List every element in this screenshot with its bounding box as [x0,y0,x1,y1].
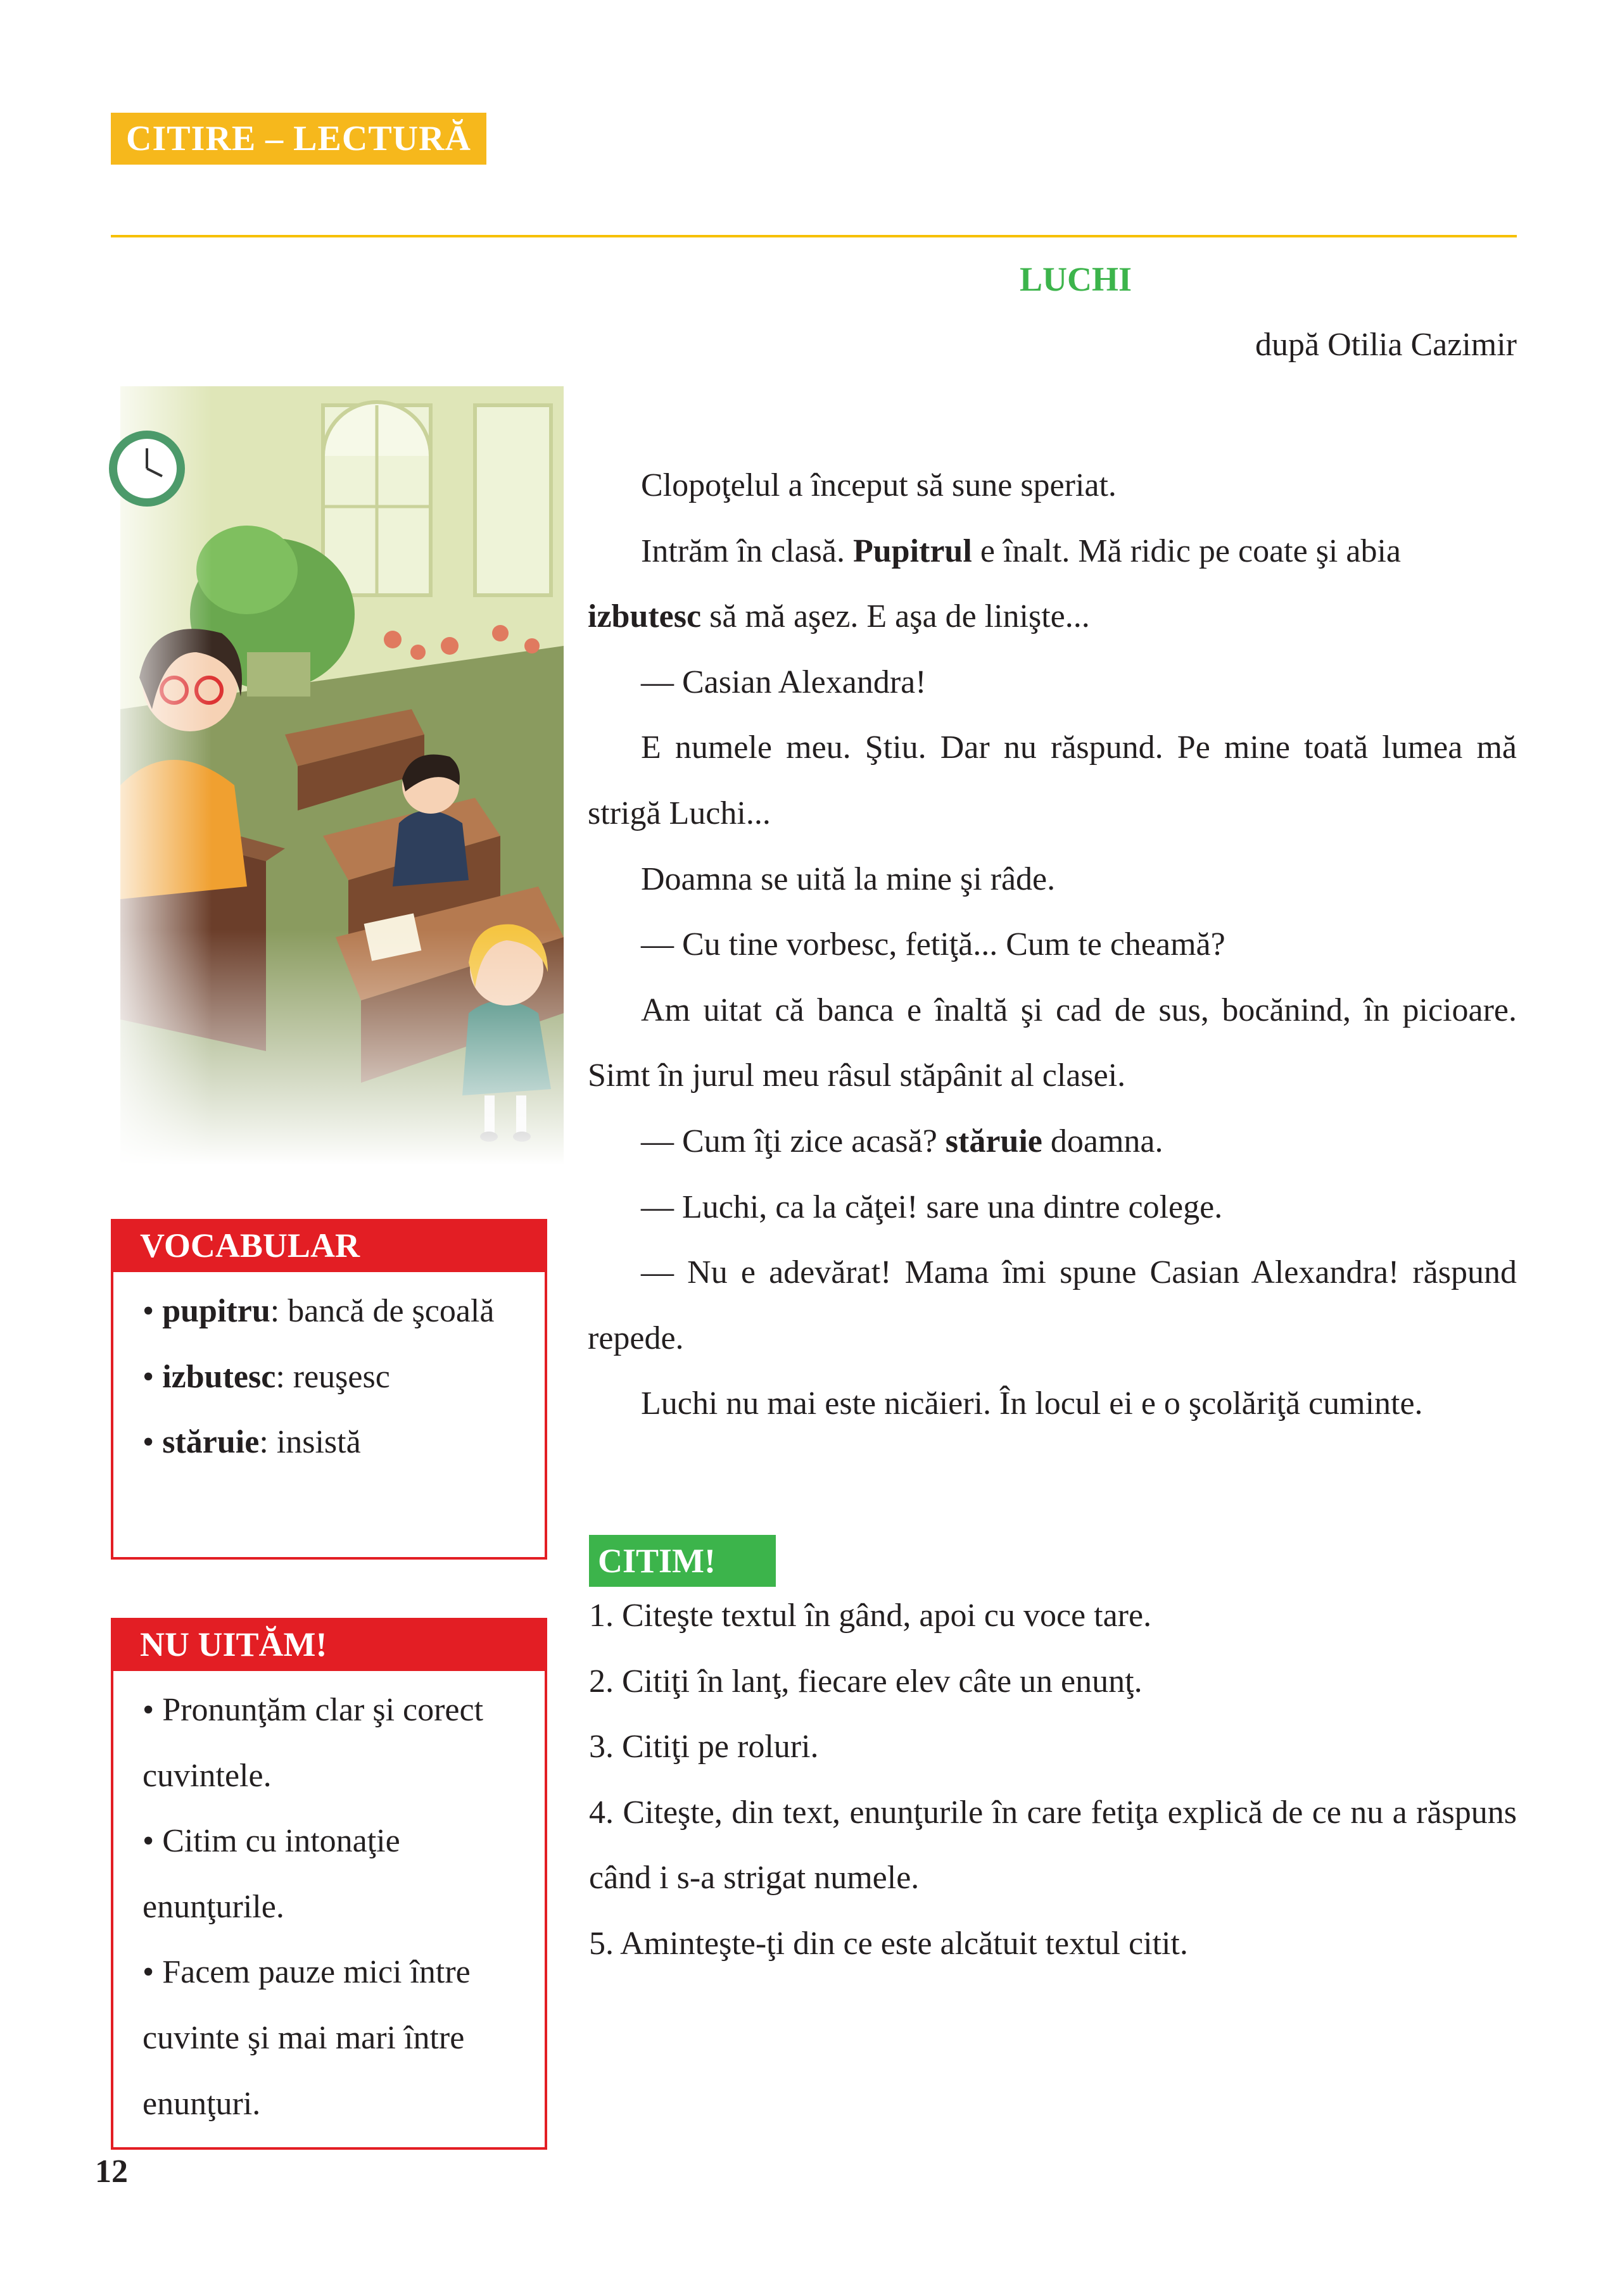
remember-heading: NU UITĂM! [111,1618,547,1671]
story-author: după Otilia Cazimir [1255,327,1517,363]
story-paragraph: Am uitat că banca e înaltă şi cad de sus, bocănind, în picioare. Simt în jurul meu râsul stăpânit al clasei. [588,992,1517,1094]
story-paragraph: — Cum îţi zice acasă? stăruie doamna. [641,1123,1163,1159]
vocabulary-item: • izbutesc: reuşesc [142,1358,390,1395]
story-text [588,453,1517,1437]
header-divider [111,235,1517,237]
story-paragraph: izbutesc să mă aşez. E aşa de linişte... [588,598,1090,635]
story-title: LUCHI [1020,260,1132,298]
story-paragraph: — Luchi, ca la căţei! sare una dintre colege. [641,1189,1223,1225]
clock-icon [109,431,185,507]
exercise-item: 2. Citiţi în lanţ, fiecare elev câte un enunţ. [589,1663,1143,1700]
story-paragraph: E numele meu. Ştiu. Dar nu răspund. Pe mine toată lumea mă strigă Luchi... [588,729,1517,831]
classroom-illustration [95,380,564,1165]
exercise-item: 5. Aminteşte-ţi din ce este alcătuit textul citit. [589,1925,1188,1962]
exercise-item: 4. Citeşte, din text, enunţurile în care fetiţa explică de ce nu a răspuns când i s-a strigat numele. [589,1794,1517,1896]
story-paragraph: Clopoţelul a început să sune speriat. [641,467,1117,503]
story-paragraph: — Nu e adevărat! Mama îmi spune Casian Alexandra! răspund repede. [588,1254,1517,1356]
exercises-heading: CITIM! [589,1535,776,1587]
exercise-list [589,1583,1517,1977]
remember-item: • Facem pauze mici între cuvinte şi mai mari între enunţuri. [142,1954,471,2122]
vocabulary-item: • stăruie: insistă [142,1424,361,1461]
exercise-item: 3. Citiţi pe roluri. [589,1729,819,1765]
vocabulary-box [111,1219,547,1560]
page-number: 12 [95,2154,128,2190]
section-tag: CITIRE – LECTURĂ [111,113,486,165]
vocabulary-item: • pupitru: bancă de şcoală [142,1293,495,1329]
remember-item: • Pronunţăm clar şi corect cuvintele. [142,1692,484,1794]
story-paragraph: Intrăm în clasă. Pupitrul e înalt. Mă ridic pe coate şi abia [641,533,1401,569]
story-paragraph: — Cu tine vorbesc, fetiţă... Cum te cheamă? [641,926,1225,963]
exercise-item: 1. Citeşte textul în gând, apoi cu voce tare. [589,1598,1152,1634]
vocabulary-heading: VOCABULAR [111,1219,547,1272]
story-paragraph: — Casian Alexandra! [641,664,927,700]
story-paragraph: Doamna se uită la mine şi râde. [641,861,1056,897]
story-paragraph: Luchi nu mai este nicăieri. În locul ei e o şcolăriţă cuminte. [641,1385,1423,1422]
remember-box [111,1618,547,2150]
remember-item: • Citim cu intonaţie enunţurile. [142,1823,400,1925]
